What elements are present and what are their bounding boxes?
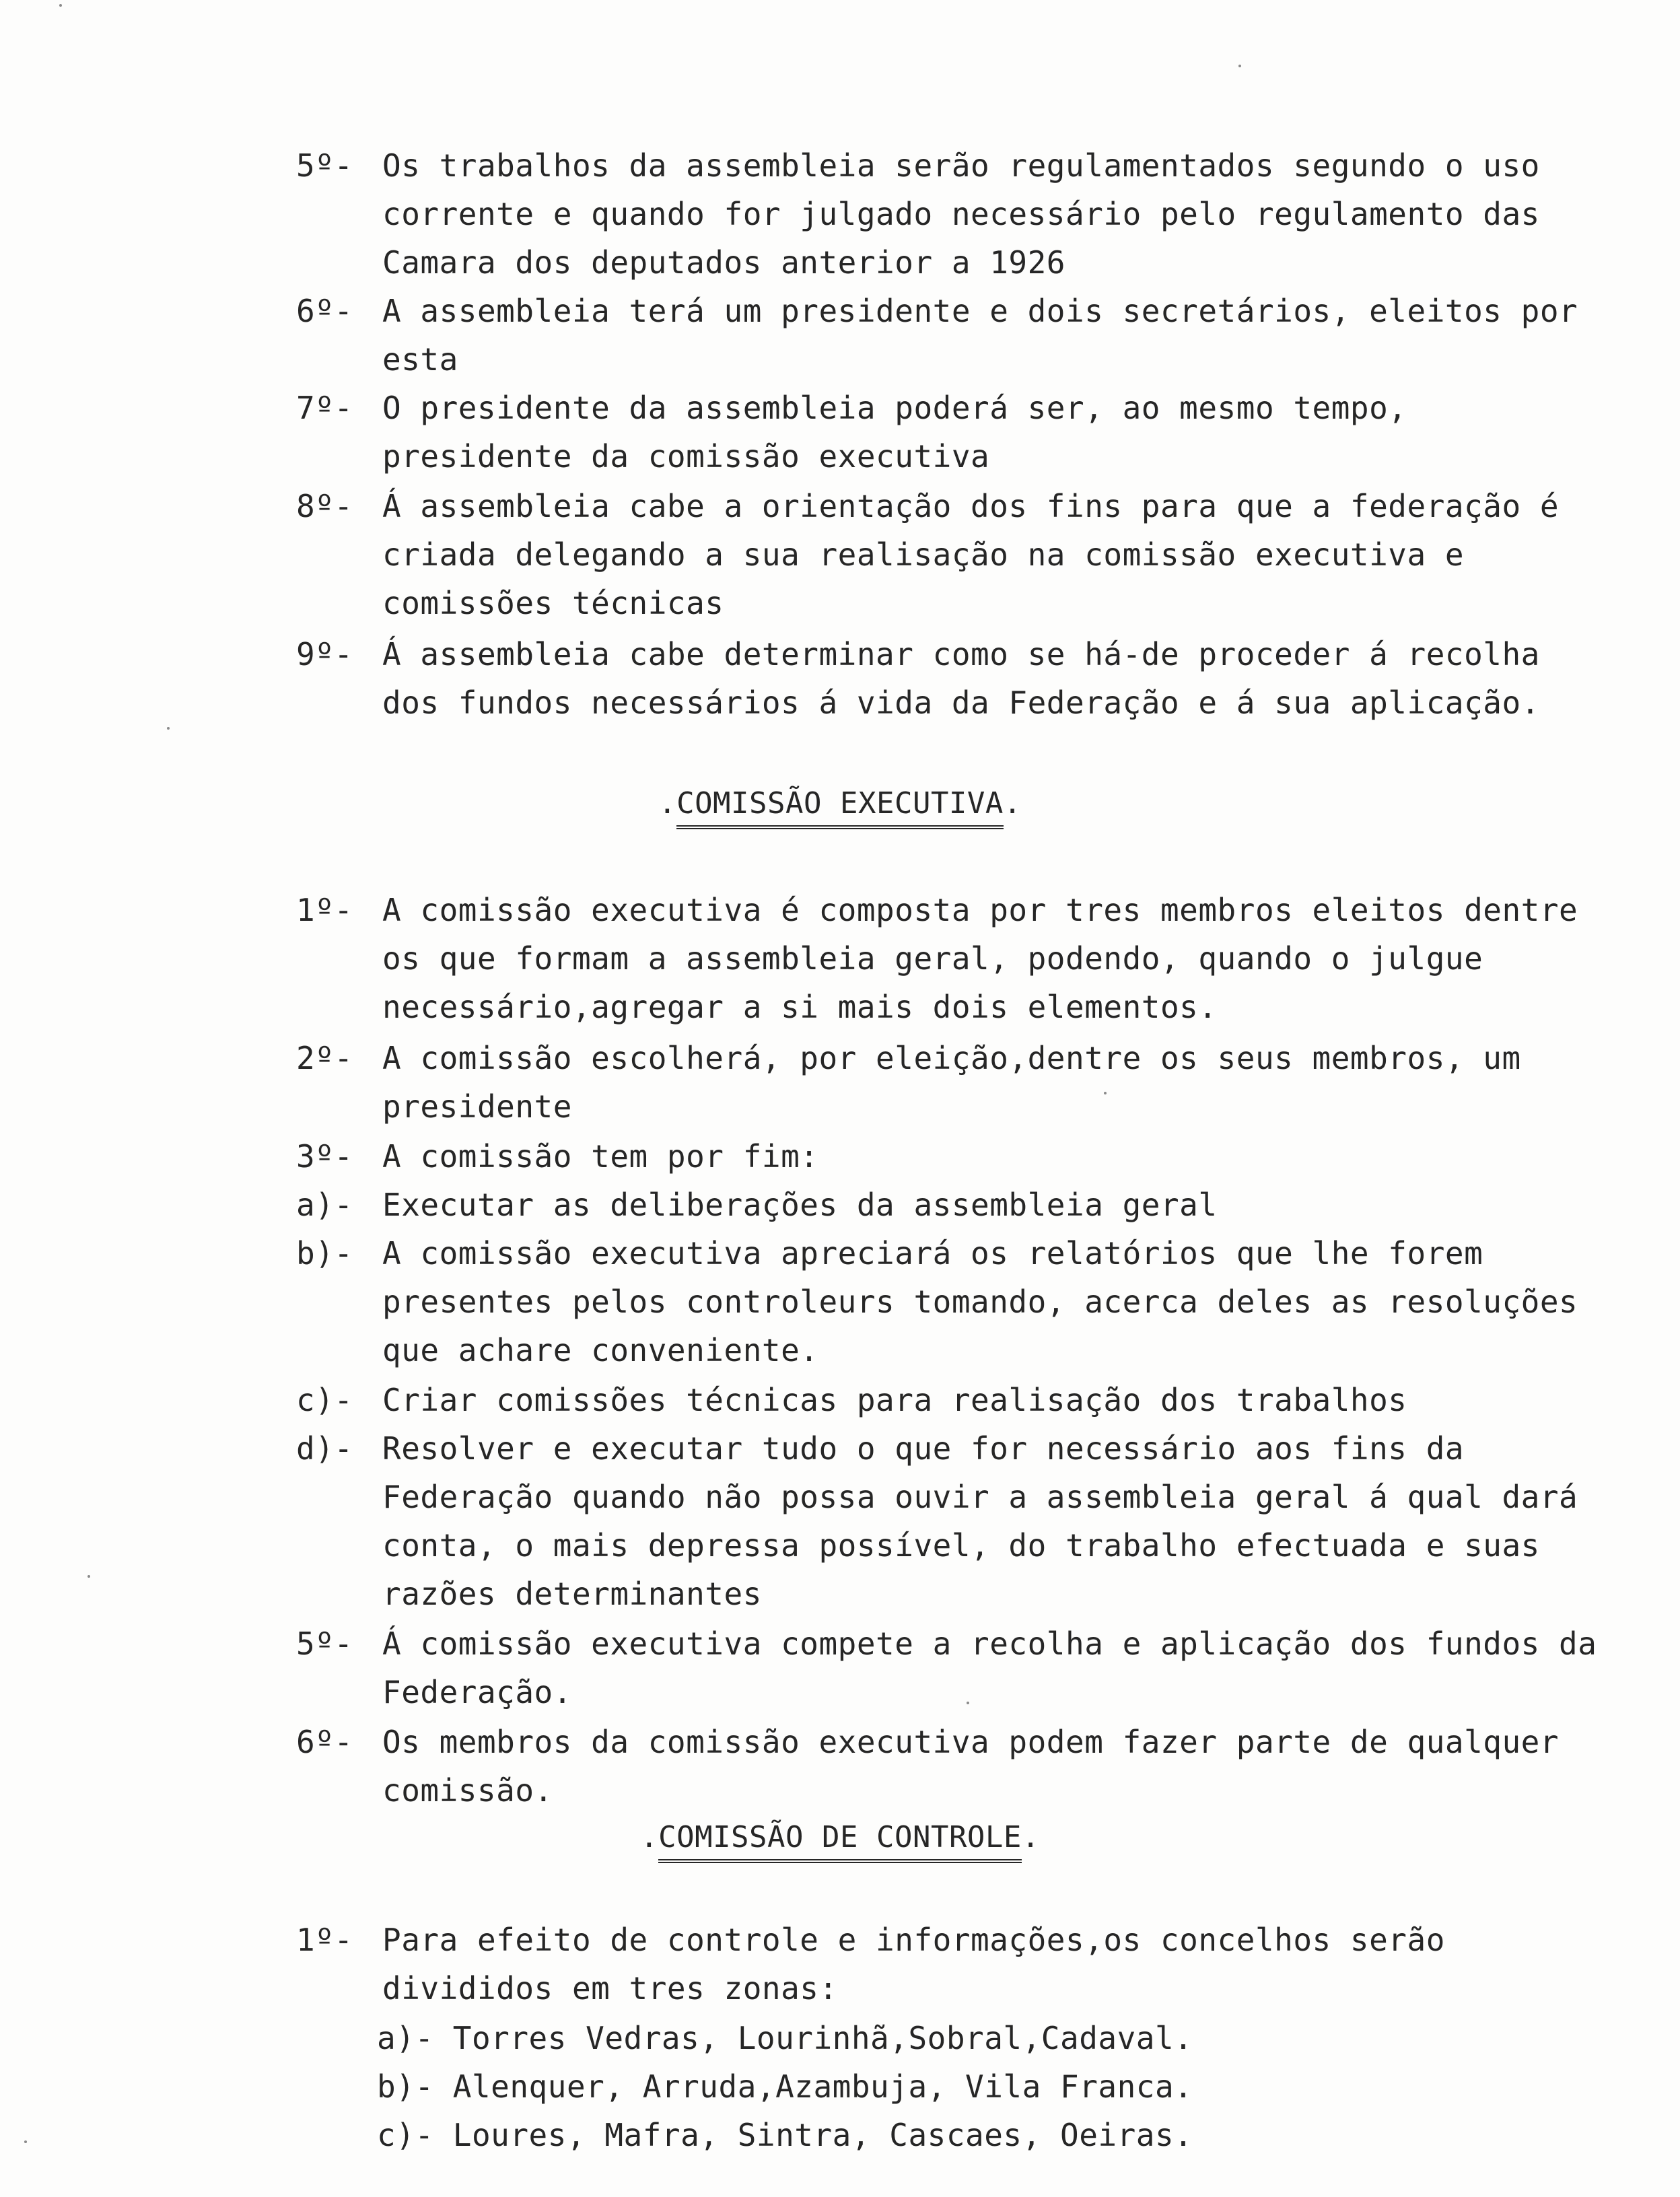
item-number: 5º- [296,1626,353,1662]
executiva-item-5 [296,1619,1615,1716]
item-number: d)- [296,1430,353,1467]
item-text: A comissão escolherá, por eleição,dentre os seus membros, um presidente [382,1040,1540,1125]
item-number: c)- [296,1382,353,1418]
item-number: 1º- [296,892,353,928]
section-heading-controle: .COMISSÃO DE CONTROLE. [0,1817,1680,1863]
item-number: 6º- [296,1724,353,1760]
article-6 [296,287,1615,384]
article-9 [296,630,1615,727]
article-number: 8º- [296,488,353,524]
article-text: O presidente da assembleia poderá ser, ao mesmo tempo, presidente da comissão executiva [382,390,1426,475]
article-7 [296,384,1615,481]
scan-speck [59,4,62,7]
scan-speck [88,1575,90,1578]
item-text: Á comissão executiva compete a recolha e aplicação dos fundos da Federação. [382,1626,1616,1710]
item-text: A comissão executiva é composta por tres membros eleitos dentre os que formam a assembleia geral, podendo, quando o julgue necessário,agregar a si mais dois elementos. [382,892,1597,1025]
article-8 [296,482,1615,627]
article-text: A assembleia terá um presidente e dois secretários, eleitos por esta [382,293,1597,378]
item-text: Resolver e executar tudo o que for necessário aos fins da Federação quando não possa ouvir a assembleia geral á qual dará conta, o mais depressa possível, do trabalho efectuada e suas razões determinantes [382,1430,1597,1612]
article-text: Á assembleia cabe a orientação dos fins para que a federação é criada delegando a sua realisação na comissão executiva e comissões técnicas [382,488,1578,621]
scan-speck [167,727,170,730]
executiva-item-3 [296,1132,1615,1181]
item-number: 1º- [296,1922,353,1958]
scan-speck [967,1702,969,1704]
article-number: 5º- [296,147,353,184]
article-number: 9º- [296,636,353,672]
executiva-item-d [296,1424,1615,1618]
executiva-item-6 [296,1718,1615,1815]
executiva-item-c [296,1376,1615,1424]
scan-speck [1104,1092,1107,1094]
zona-a: a)- Torres Vedras, Lourinhã,Sobral,Cadaval. [377,2020,1193,2056]
item-number: a)- [296,1187,353,1223]
controle-item-1 [296,1916,1615,2013]
article-number: 7º- [296,390,353,426]
item-text: A comissão executiva apreciará os relatórios que lhe forem presentes pelos controleurs tomando, acerca deles as resoluções que achare conveniente. [382,1235,1597,1368]
item-number: 3º- [296,1138,353,1175]
item-text: A comissão tem por fim: [382,1138,819,1175]
executiva-item-a [296,1181,1615,1229]
executiva-item-b [296,1229,1615,1374]
scan-speck [24,2140,27,2143]
item-number: 2º- [296,1040,353,1076]
article-number: 6º- [296,293,353,329]
article-5 [296,141,1615,287]
article-text: Á assembleia cabe determinar como se há-de proceder á recolha dos fundos necessários á vida da Federação e á sua aplicação. [382,636,1560,721]
zona-b: b)- Alenquer, Arruda,Azambuja, Vila Franca. [377,2068,1193,2105]
scan-speck [1238,65,1241,67]
article-text: Os trabalhos da assembleia serão regulamentados segundo o uso corrente e quando for julgado necessário pelo regulamento das Camara dos deputados anterior a 1926 [382,147,1560,281]
item-text: Para efeito de controle e informações,os concelhos serão divididos em tres zonas: [382,1922,1465,2007]
executiva-item-2 [296,1034,1615,1131]
item-text: Criar comissões técnicas para realisação dos trabalhos [382,1382,1407,1418]
item-text: Executar as deliberações da assembleia geral [382,1187,1218,1223]
item-text: Os membros da comissão executiva podem fazer parte de qualquer comissão. [382,1724,1578,1809]
section-heading-executiva: .COMISSÃO EXECUTIVA. [0,783,1680,829]
item-number: b)- [296,1235,353,1271]
zona-c: c)- Loures, Mafra, Sintra, Cascaes, Oeiras. [377,2117,1193,2153]
heading-text: COMISSÃO DE CONTROLE [658,1817,1022,1863]
heading-text: COMISSÃO EXECUTIVA [676,783,1004,829]
executiva-item-1 [296,886,1615,1031]
